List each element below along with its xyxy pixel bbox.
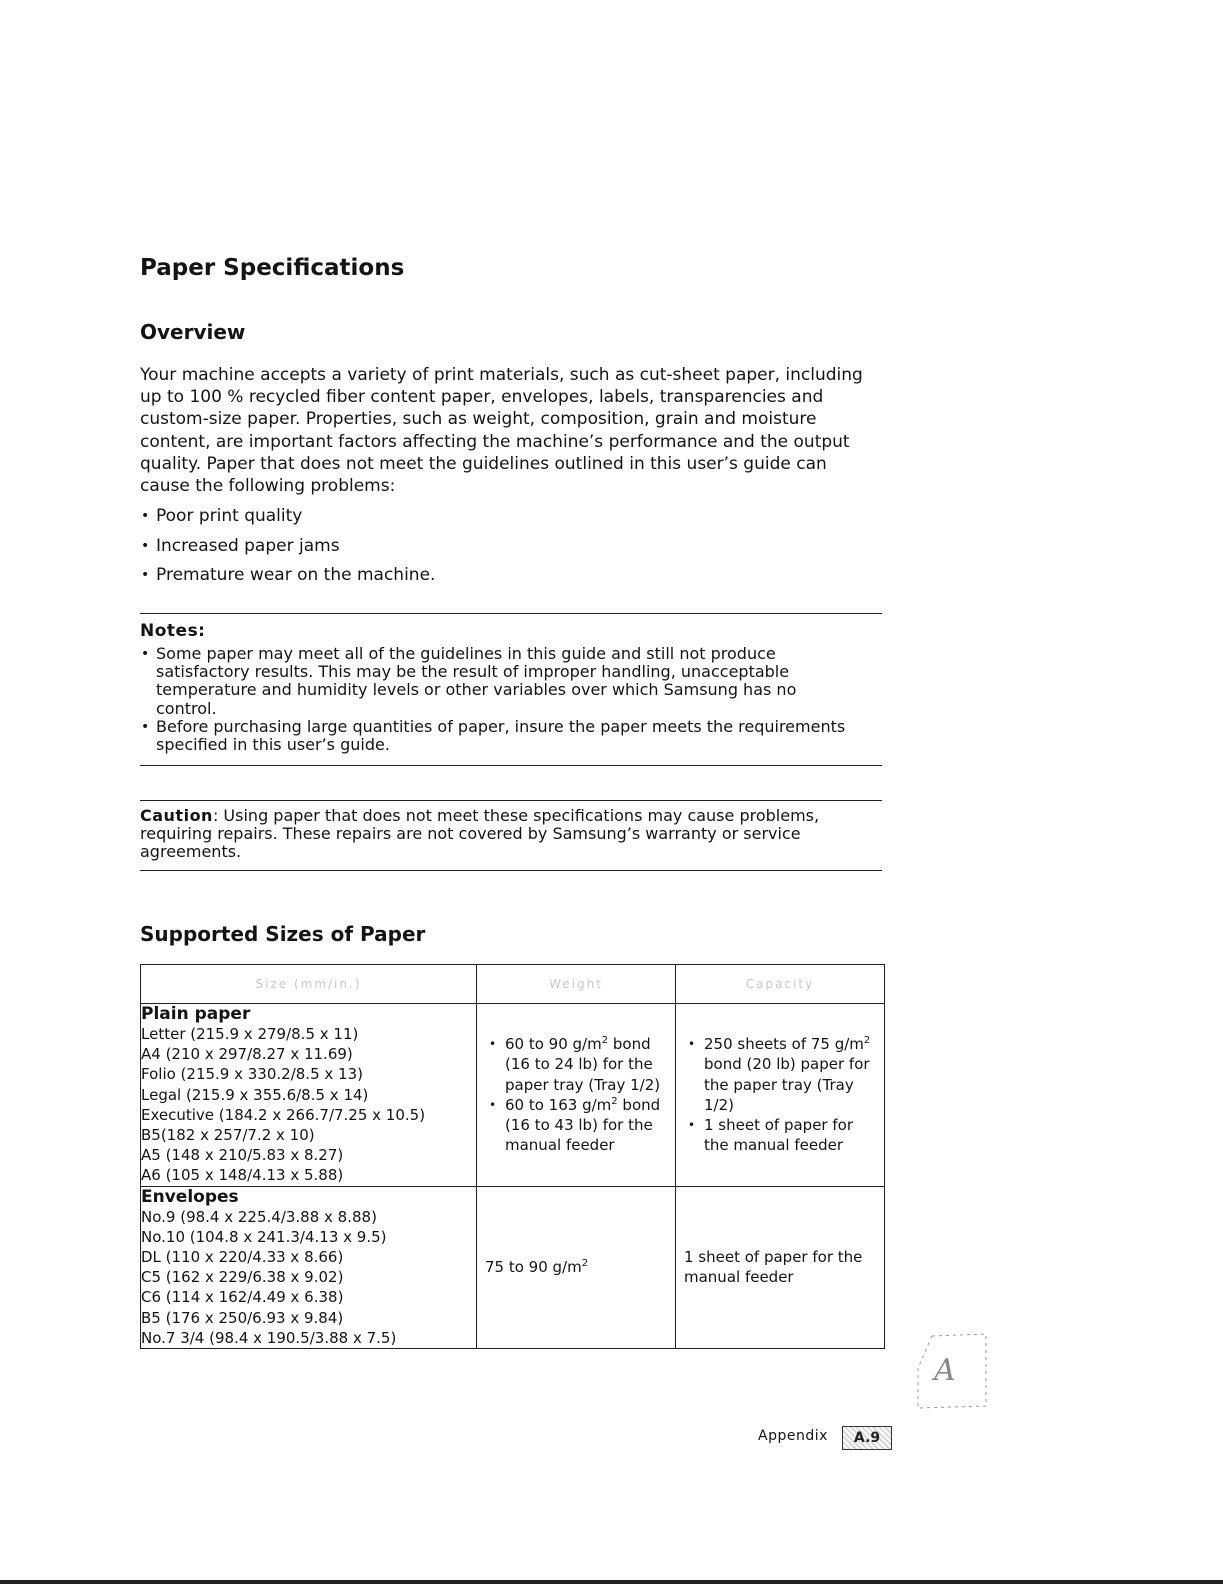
- weight-text: (16 to 24 lb) for the: [505, 1055, 653, 1074]
- capacity-text: manual feeder: [684, 1268, 794, 1287]
- overview-line: up to 100 % recycled fiber content paper, envelopes, labels, transparencies and: [140, 387, 824, 408]
- problems-list: [140, 505, 880, 594]
- size-line: No.7 3/4 (98.4 x 190.5/3.88 x 7.5): [141, 1328, 397, 1347]
- weight-text: bond: [608, 1035, 651, 1054]
- page-title: Paper Specifications: [140, 255, 405, 281]
- overview-line: quality. Paper that does not meet the guidelines outlined in this user’s guide can: [140, 453, 827, 474]
- weight-list: [485, 1034, 667, 1155]
- table-cell: [477, 1004, 676, 1187]
- notes-label: Notes:: [140, 621, 206, 641]
- capacity-text: 250 sheets of 75 g/m: [704, 1035, 864, 1054]
- size-line: A5 (148 x 210/5.83 x 8.27): [141, 1146, 344, 1165]
- size-line: Executive (184.2 x 266.7/7.25 x 10.5): [141, 1105, 426, 1124]
- list-item: • Poor print quality: [140, 505, 880, 535]
- note-line: Before purchasing large quantities of paper, insure the paper meets the requirements: [156, 716, 846, 736]
- note-line: Some paper may meet all of the guidelines in this guide and still not produce: [156, 644, 776, 663]
- caution-line: requiring repairs. These repairs are not covered by Samsung’s warranty or service: [140, 824, 801, 844]
- scan-edge: [0, 1580, 1223, 1584]
- table-header-row: [141, 965, 885, 1004]
- capacity-text: bond (20 lb) paper for: [704, 1055, 870, 1074]
- capacity-text: the manual feeder: [704, 1136, 843, 1155]
- row-title: Envelopes: [141, 1186, 239, 1207]
- weight-text: manual feeder: [505, 1136, 615, 1155]
- weight-text: (16 to 43 lb) for the: [505, 1116, 653, 1135]
- capacity-text: 1/2): [704, 1095, 734, 1114]
- divider: [140, 765, 882, 766]
- size-line: C6 (114 x 162/4.49 x 6.38): [141, 1288, 344, 1307]
- capacity-text: the paper tray (Tray: [704, 1075, 854, 1094]
- size-line: Folio (215.9 x 330.2/8.5 x 13): [141, 1065, 363, 1084]
- overview-paragraph: [140, 364, 890, 497]
- note-line: satisfactory results. This may be the result of improper handling, unacceptable: [156, 662, 790, 682]
- size-line: DL (110 x 220/4.33 x 8.66): [141, 1248, 344, 1267]
- size-line: B5 (176 x 250/6.93 x 9.84): [141, 1308, 344, 1327]
- table-cell: [141, 1186, 477, 1348]
- capacity-text: 1 sheet of paper for the: [684, 1248, 863, 1267]
- list-item: [140, 645, 885, 718]
- size-line: C5 (162 x 229/6.38 x 9.02): [141, 1268, 344, 1287]
- divider: [140, 800, 882, 801]
- overview-line: content, are important factors affecting the machine’s performance and the output: [140, 431, 850, 452]
- size-line: No.9 (98.4 x 225.4/3.88 x 8.88): [141, 1207, 377, 1226]
- table-cell: [676, 1186, 885, 1348]
- list-item: • Premature wear on the machine.: [140, 564, 880, 594]
- capacity-list: [684, 1034, 876, 1155]
- note-line: control.: [156, 698, 217, 718]
- divider: [140, 870, 882, 871]
- list-item: • Increased paper jams: [140, 535, 880, 565]
- notes-list: [140, 645, 885, 754]
- tab-letter: A: [934, 1353, 956, 1388]
- table-row: [141, 1004, 885, 1187]
- overview-heading: Overview: [140, 320, 246, 344]
- table-header: Weight: [477, 965, 676, 1004]
- table-cell: [141, 1004, 477, 1187]
- caution-label: Caution: [140, 806, 213, 825]
- size-line: No.10 (104.8 x 241.3/4.13 x 9.5): [141, 1227, 387, 1246]
- footer-label: Appendix: [758, 1428, 828, 1444]
- divider: [140, 613, 882, 614]
- table-row: [141, 1186, 885, 1348]
- size-line: Letter (215.9 x 279/8.5 x 11): [141, 1025, 359, 1043]
- list-item: [485, 1095, 667, 1156]
- weight-text: bond: [617, 1095, 661, 1114]
- table-cell: [477, 1186, 676, 1348]
- overview-line: custom-size paper. Properties, such as weight, composition, grain and moisture: [140, 409, 817, 430]
- paper-sizes-table: [140, 964, 885, 1349]
- weight-text: paper tray (Tray 1/2): [505, 1075, 661, 1094]
- list-item: [684, 1034, 876, 1115]
- size-line: A6 (105 x 148/4.13 x 5.88): [141, 1166, 344, 1185]
- appendix-tab-icon: [912, 1328, 988, 1412]
- table-cell: [676, 1004, 885, 1187]
- weight-text: 75 to 90 g/m: [485, 1258, 582, 1277]
- size-line: Legal (215.9 x 355.6/8.5 x 14): [141, 1085, 369, 1104]
- overview-line: Your machine accepts a variety of print materials, such as cut-sheet paper, including: [140, 365, 863, 385]
- list-item: [684, 1115, 876, 1155]
- superscript: 2: [581, 1258, 589, 1270]
- capacity-text: 1 sheet of paper for: [704, 1116, 853, 1135]
- page-number: A.9: [842, 1426, 892, 1450]
- row-title: Plain paper: [141, 1004, 251, 1024]
- table-header: Size (mm/in.): [141, 965, 477, 1004]
- table-header: Capacity: [676, 965, 885, 1004]
- caution-paragraph: [140, 807, 885, 862]
- caution-line: agreements.: [140, 842, 242, 862]
- size-line: A4 (210 x 297/8.27 x 11.69): [141, 1045, 353, 1064]
- supported-sizes-heading: Supported Sizes of Paper: [140, 922, 426, 946]
- superscript: 2: [863, 1035, 871, 1047]
- weight-text: 60 to 90 g/m: [505, 1035, 602, 1054]
- note-line: specified in this user’s guide.: [156, 735, 390, 755]
- weight-text: 60 to 163 g/m: [505, 1095, 612, 1114]
- list-item: [485, 1034, 667, 1095]
- superscript: 2: [611, 1095, 618, 1107]
- caution-line: : Using paper that does not meet these specifications may cause problems,: [212, 806, 820, 825]
- overview-line: cause the following problems:: [140, 476, 396, 497]
- size-line: B5(182 x 257/7.2 x 10): [141, 1126, 315, 1145]
- list-item: [140, 718, 885, 754]
- note-line: temperature and humidity levels or other variables over which Samsung has no: [156, 680, 797, 700]
- superscript: 2: [601, 1035, 609, 1047]
